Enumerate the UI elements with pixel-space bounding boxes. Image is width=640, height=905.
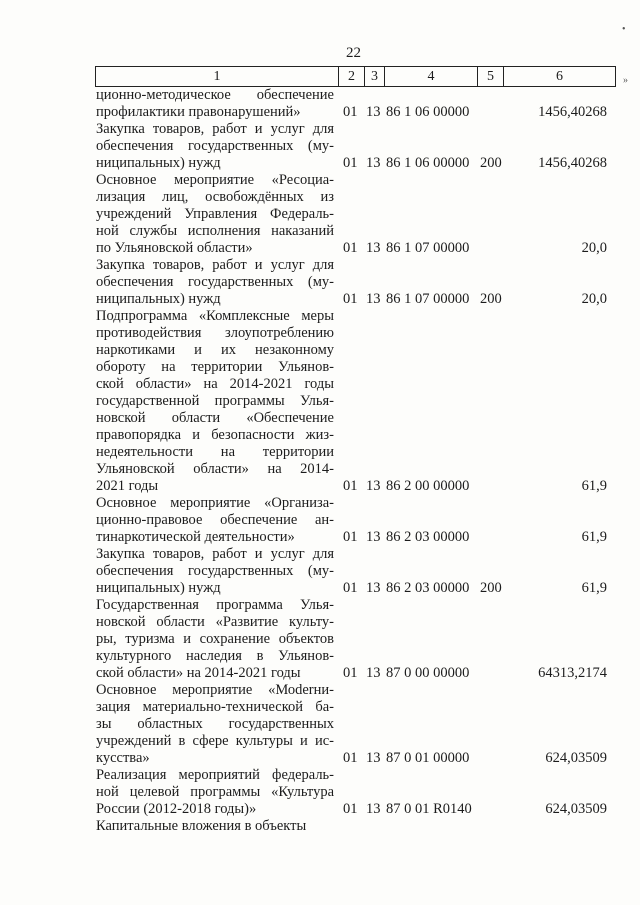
row-description-line: ры, туризма и сохранение объектов xyxy=(96,631,334,647)
header-col-5: 5 xyxy=(477,66,504,87)
row-description-line: тинаркотической деятельности» xyxy=(96,529,295,545)
row-description-line: ниципальных) нужд xyxy=(96,155,221,171)
row-description-line: государственной программы Улья- xyxy=(96,393,334,409)
row-col-4: 86 1 06 00000 xyxy=(386,155,470,171)
row-description-line: ционно-методическое обеспечение xyxy=(96,87,334,103)
row-amount: 61,9 xyxy=(581,478,607,494)
header-col-1: 1 xyxy=(95,66,339,87)
row-description-line: 2021 годы xyxy=(96,478,159,494)
row-col-2: 01 xyxy=(343,104,358,120)
row-amount: 64313,2174 xyxy=(538,665,607,681)
page-number: 22 xyxy=(346,45,361,61)
row-col-3: 13 xyxy=(366,240,381,256)
row-description-line: ной службы исполнения наказаний xyxy=(96,223,334,239)
row-description-line: России (2012-2018 годы)» xyxy=(96,801,257,817)
row-col-3: 13 xyxy=(366,801,381,817)
row-col-4: 86 2 03 00000 xyxy=(386,580,470,596)
row-description-line: ниципальных) нужд xyxy=(96,580,221,596)
row-col-3: 13 xyxy=(366,580,381,596)
row-description-line: Основное мероприятие «Организа- xyxy=(96,495,334,511)
row-col-2: 01 xyxy=(343,240,358,256)
row-col-4: 86 2 03 00000 xyxy=(386,529,470,545)
row-description-line: учреждений Управления Федераль- xyxy=(96,206,334,222)
row-amount: 20,0 xyxy=(581,240,607,256)
row-col-3: 13 xyxy=(366,104,381,120)
row-description-line: Закупка товаров, работ и услуг для xyxy=(96,257,334,273)
row-description-line: культурного наследия в Ульянов- xyxy=(96,648,334,664)
margin-mark: • xyxy=(622,24,626,35)
row-description-line: по Ульяновской области» xyxy=(96,240,253,256)
row-col-5: 200 xyxy=(480,155,502,171)
row-col-2: 01 xyxy=(343,291,358,307)
row-col-2: 01 xyxy=(343,801,358,817)
header-col-3: 3 xyxy=(364,66,385,87)
row-amount: 624,03509 xyxy=(545,750,607,766)
row-description-line: зация материально-технической ба- xyxy=(96,699,334,715)
row-description-line: Основное мероприятие «Моderни- xyxy=(96,682,334,698)
row-col-3: 13 xyxy=(366,155,381,171)
row-description-line: ской области» на 2014-2021 годы xyxy=(96,376,334,392)
row-col-2: 01 xyxy=(343,478,358,494)
row-description-line: ской области» на 2014-2021 годы xyxy=(96,665,301,681)
row-description-line: Закупка товаров, работ и услуг для xyxy=(96,121,334,137)
row-description-line: новской области «Развитие культу- xyxy=(96,614,334,630)
row-description-line: обеспечения государственных (му- xyxy=(96,563,334,579)
row-amount: 61,9 xyxy=(581,580,607,596)
row-col-5: 200 xyxy=(480,580,502,596)
row-col-5: 200 xyxy=(480,291,502,307)
row-col-4: 86 1 07 00000 xyxy=(386,291,470,307)
row-amount: 1456,40268 xyxy=(538,104,607,120)
row-col-3: 13 xyxy=(366,291,381,307)
row-col-2: 01 xyxy=(343,665,358,681)
row-description-line: правопорядка и безопасности жиз- xyxy=(96,427,334,443)
row-amount: 1456,40268 xyxy=(538,155,607,171)
header-col-6: 6 xyxy=(503,66,616,87)
row-col-4: 87 0 00 00000 xyxy=(386,665,470,681)
row-col-2: 01 xyxy=(343,580,358,596)
row-description-line: Основное мероприятие «Ресоциа- xyxy=(96,172,334,188)
row-description-line: профилактики правонарушений» xyxy=(96,104,301,120)
row-col-4: 87 0 01 00000 xyxy=(386,750,470,766)
row-description-line: наркотиками и их незаконному xyxy=(96,342,334,358)
row-col-3: 13 xyxy=(366,665,381,681)
row-amount: 61,9 xyxy=(581,529,607,545)
row-description-line: ной целевой программы «Культура xyxy=(96,784,334,800)
row-description-line: кусства» xyxy=(96,750,150,766)
row-description-line: недеятельности на территории xyxy=(96,444,334,460)
header-col-2: 2 xyxy=(338,66,365,87)
row-col-4: 86 1 06 00000 xyxy=(386,104,470,120)
row-description-line: обеспечения государственных (му- xyxy=(96,274,334,290)
row-amount: 624,03509 xyxy=(545,801,607,817)
row-col-2: 01 xyxy=(343,155,358,171)
row-description-line: ниципальных) нужд xyxy=(96,291,221,307)
header-col-4: 4 xyxy=(384,66,478,87)
row-description-line: противодействия злоупотреблению xyxy=(96,325,334,341)
row-description-line: Государственная программа Улья- xyxy=(96,597,334,613)
row-col-3: 13 xyxy=(366,529,381,545)
row-col-4: 87 0 01 R0140 xyxy=(386,801,472,817)
row-description-line: обеспечения государственных (му- xyxy=(96,138,334,154)
row-description-line: ционно-правовое обеспечение ан- xyxy=(96,512,334,528)
row-description-line: Капитальные вложения в объекты xyxy=(96,818,307,834)
row-description-line: Закупка товаров, работ и услуг для xyxy=(96,546,334,562)
row-col-4: 86 2 00 00000 xyxy=(386,478,470,494)
row-description-line: Реализация мероприятий федераль- xyxy=(96,767,334,783)
row-description-line: зы областных государственных xyxy=(96,716,334,732)
row-col-3: 13 xyxy=(366,478,381,494)
margin-mark: » xyxy=(623,75,628,86)
row-col-2: 01 xyxy=(343,750,358,766)
row-description-line: лизация лиц, освобождённых из xyxy=(96,189,334,205)
row-col-3: 13 xyxy=(366,750,381,766)
row-col-2: 01 xyxy=(343,529,358,545)
row-description-line: Ульяновской области» на 2014- xyxy=(96,461,334,477)
row-amount: 20,0 xyxy=(581,291,607,307)
row-description-line: обороту на территории Ульянов- xyxy=(96,359,334,375)
row-description-line: Подпрограмма «Комплексные меры xyxy=(96,308,334,324)
row-description-line: новской области «Обеспечение xyxy=(96,410,334,426)
row-description-line: учреждений в сфере культуры и ис- xyxy=(96,733,334,749)
row-col-4: 86 1 07 00000 xyxy=(386,240,470,256)
